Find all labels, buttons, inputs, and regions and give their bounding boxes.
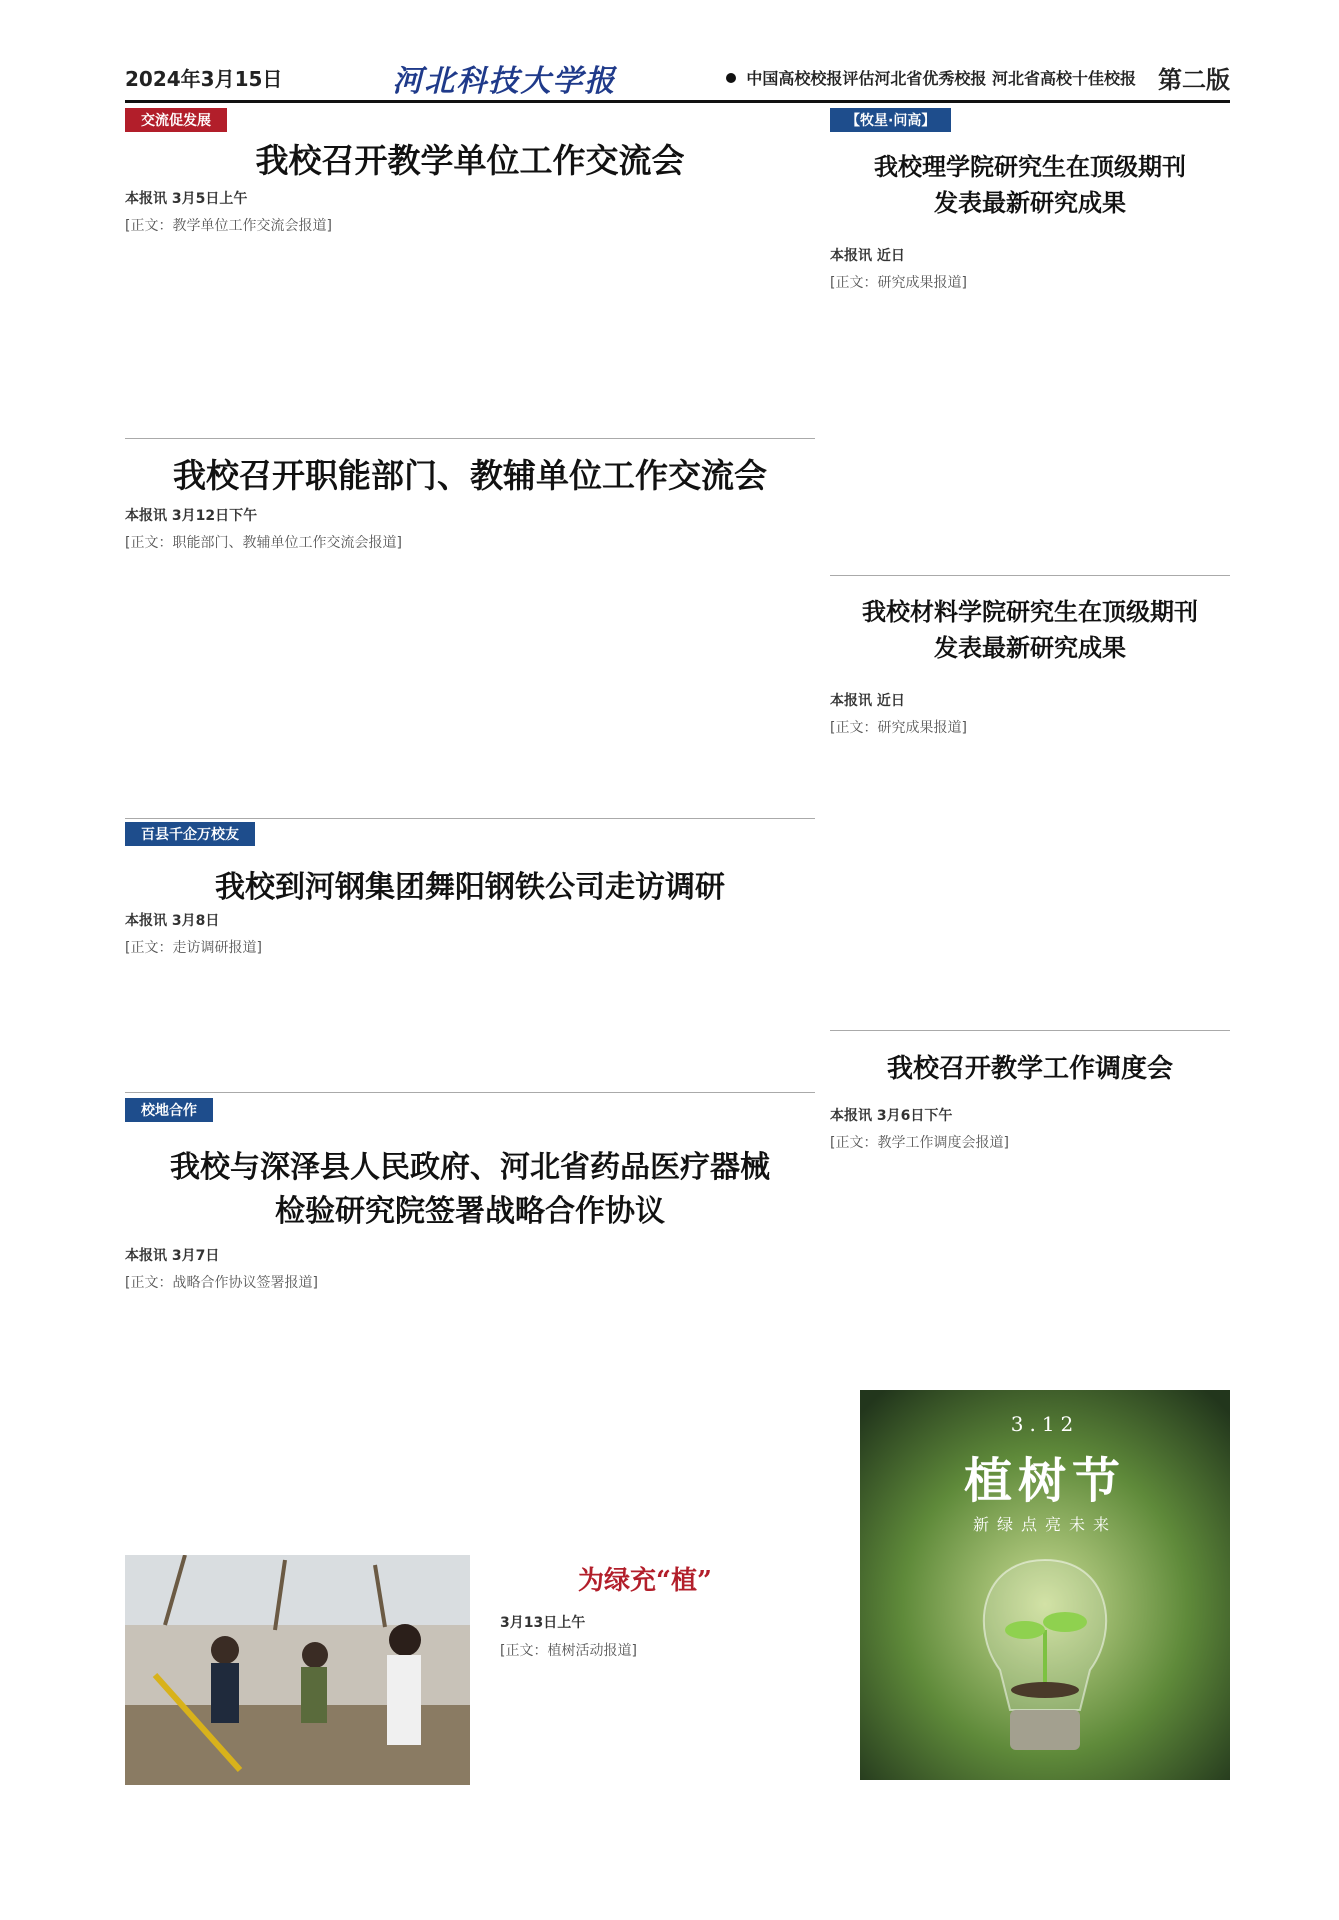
article-byline: 本报讯 3月8日 xyxy=(125,913,220,929)
article-headline: 为绿充“植” xyxy=(578,1566,712,1596)
article-headline: 我校到河钢集团舞阳钢铁公司走访调研 xyxy=(215,870,725,905)
honors-text: 中国高校校报评估河北省优秀校报 河北省高校十佳校报 xyxy=(746,69,1136,88)
arbor-day-poster xyxy=(860,1390,1230,1780)
article-summary: [正文：战略合作协议签署报道] xyxy=(125,1275,318,1291)
article-headline: 我校理学院研究生在顶级期刊 xyxy=(874,153,1186,181)
article-byline: 本报讯 近日 xyxy=(830,693,905,709)
bullet-icon xyxy=(726,73,736,83)
section-tag: 百县千企万校友 xyxy=(125,822,255,846)
article-headline: 我校材料学院研究生在顶级期刊 xyxy=(862,598,1198,626)
divider xyxy=(125,1092,815,1093)
article-byline: 本报讯 3月12日下午 xyxy=(125,508,258,524)
article-headline: 我校召开职能部门、教辅单位工作交流会 xyxy=(173,456,767,495)
article-summary: [正文：教学单位工作交流会报道] xyxy=(125,218,332,234)
divider xyxy=(125,438,815,439)
section-tag: 校地合作 xyxy=(125,1098,213,1122)
article-byline: 本报讯 近日 xyxy=(830,248,905,264)
article-headline: 我校召开教学单位工作交流会 xyxy=(255,141,685,180)
section-tag: 交流促发展 xyxy=(125,108,227,132)
article-summary: [正文：职能部门、教辅单位工作交流会报道] xyxy=(125,535,402,551)
section-tag: 【牧星·问高】 xyxy=(830,108,951,132)
article-byline: 本报讯 3月6日下午 xyxy=(830,1108,953,1124)
article-headline: 我校召开教学工作调度会 xyxy=(886,1054,1173,1084)
article-headline-line2: 发表最新研究成果 xyxy=(934,634,1126,662)
article-summary: [正文：植树活动报道] xyxy=(500,1643,637,1659)
article-headline-line2: 发表最新研究成果 xyxy=(934,189,1126,217)
masthead xyxy=(125,55,1230,103)
divider xyxy=(830,575,1230,576)
article-byline: 本报讯 3月5日上午 xyxy=(125,191,248,207)
divider xyxy=(125,818,815,819)
poster-title: 植树节 xyxy=(963,1453,1126,1509)
poster-subtitle: 新绿点亮未来 xyxy=(972,1515,1117,1534)
divider xyxy=(830,1030,1230,1031)
article-summary: [正文：走访调研报道] xyxy=(125,940,262,956)
issue-date: 2024年3月15日 xyxy=(125,67,283,91)
article-summary: [正文：教学工作调度会报道] xyxy=(830,1135,1009,1151)
poster-date: 3.12 xyxy=(1010,1412,1080,1436)
article-headline: 我校与深泽县人民政府、河北省药品医疗器械 xyxy=(170,1150,770,1185)
edition-label: 第二版 xyxy=(1158,66,1230,94)
tree-planting-photo xyxy=(125,1555,470,1785)
honors xyxy=(726,60,1230,95)
paper-logo: 河北科技大学报 xyxy=(392,63,617,99)
article-summary: [正文：研究成果报道] xyxy=(830,720,967,736)
article-byline: 本报讯 3月7日 xyxy=(125,1248,220,1264)
article-summary: [正文：研究成果报道] xyxy=(830,275,967,291)
article-byline: 3月13日上午 xyxy=(500,1615,586,1631)
article-headline-line2: 检验研究院签署战略合作协议 xyxy=(275,1194,665,1229)
